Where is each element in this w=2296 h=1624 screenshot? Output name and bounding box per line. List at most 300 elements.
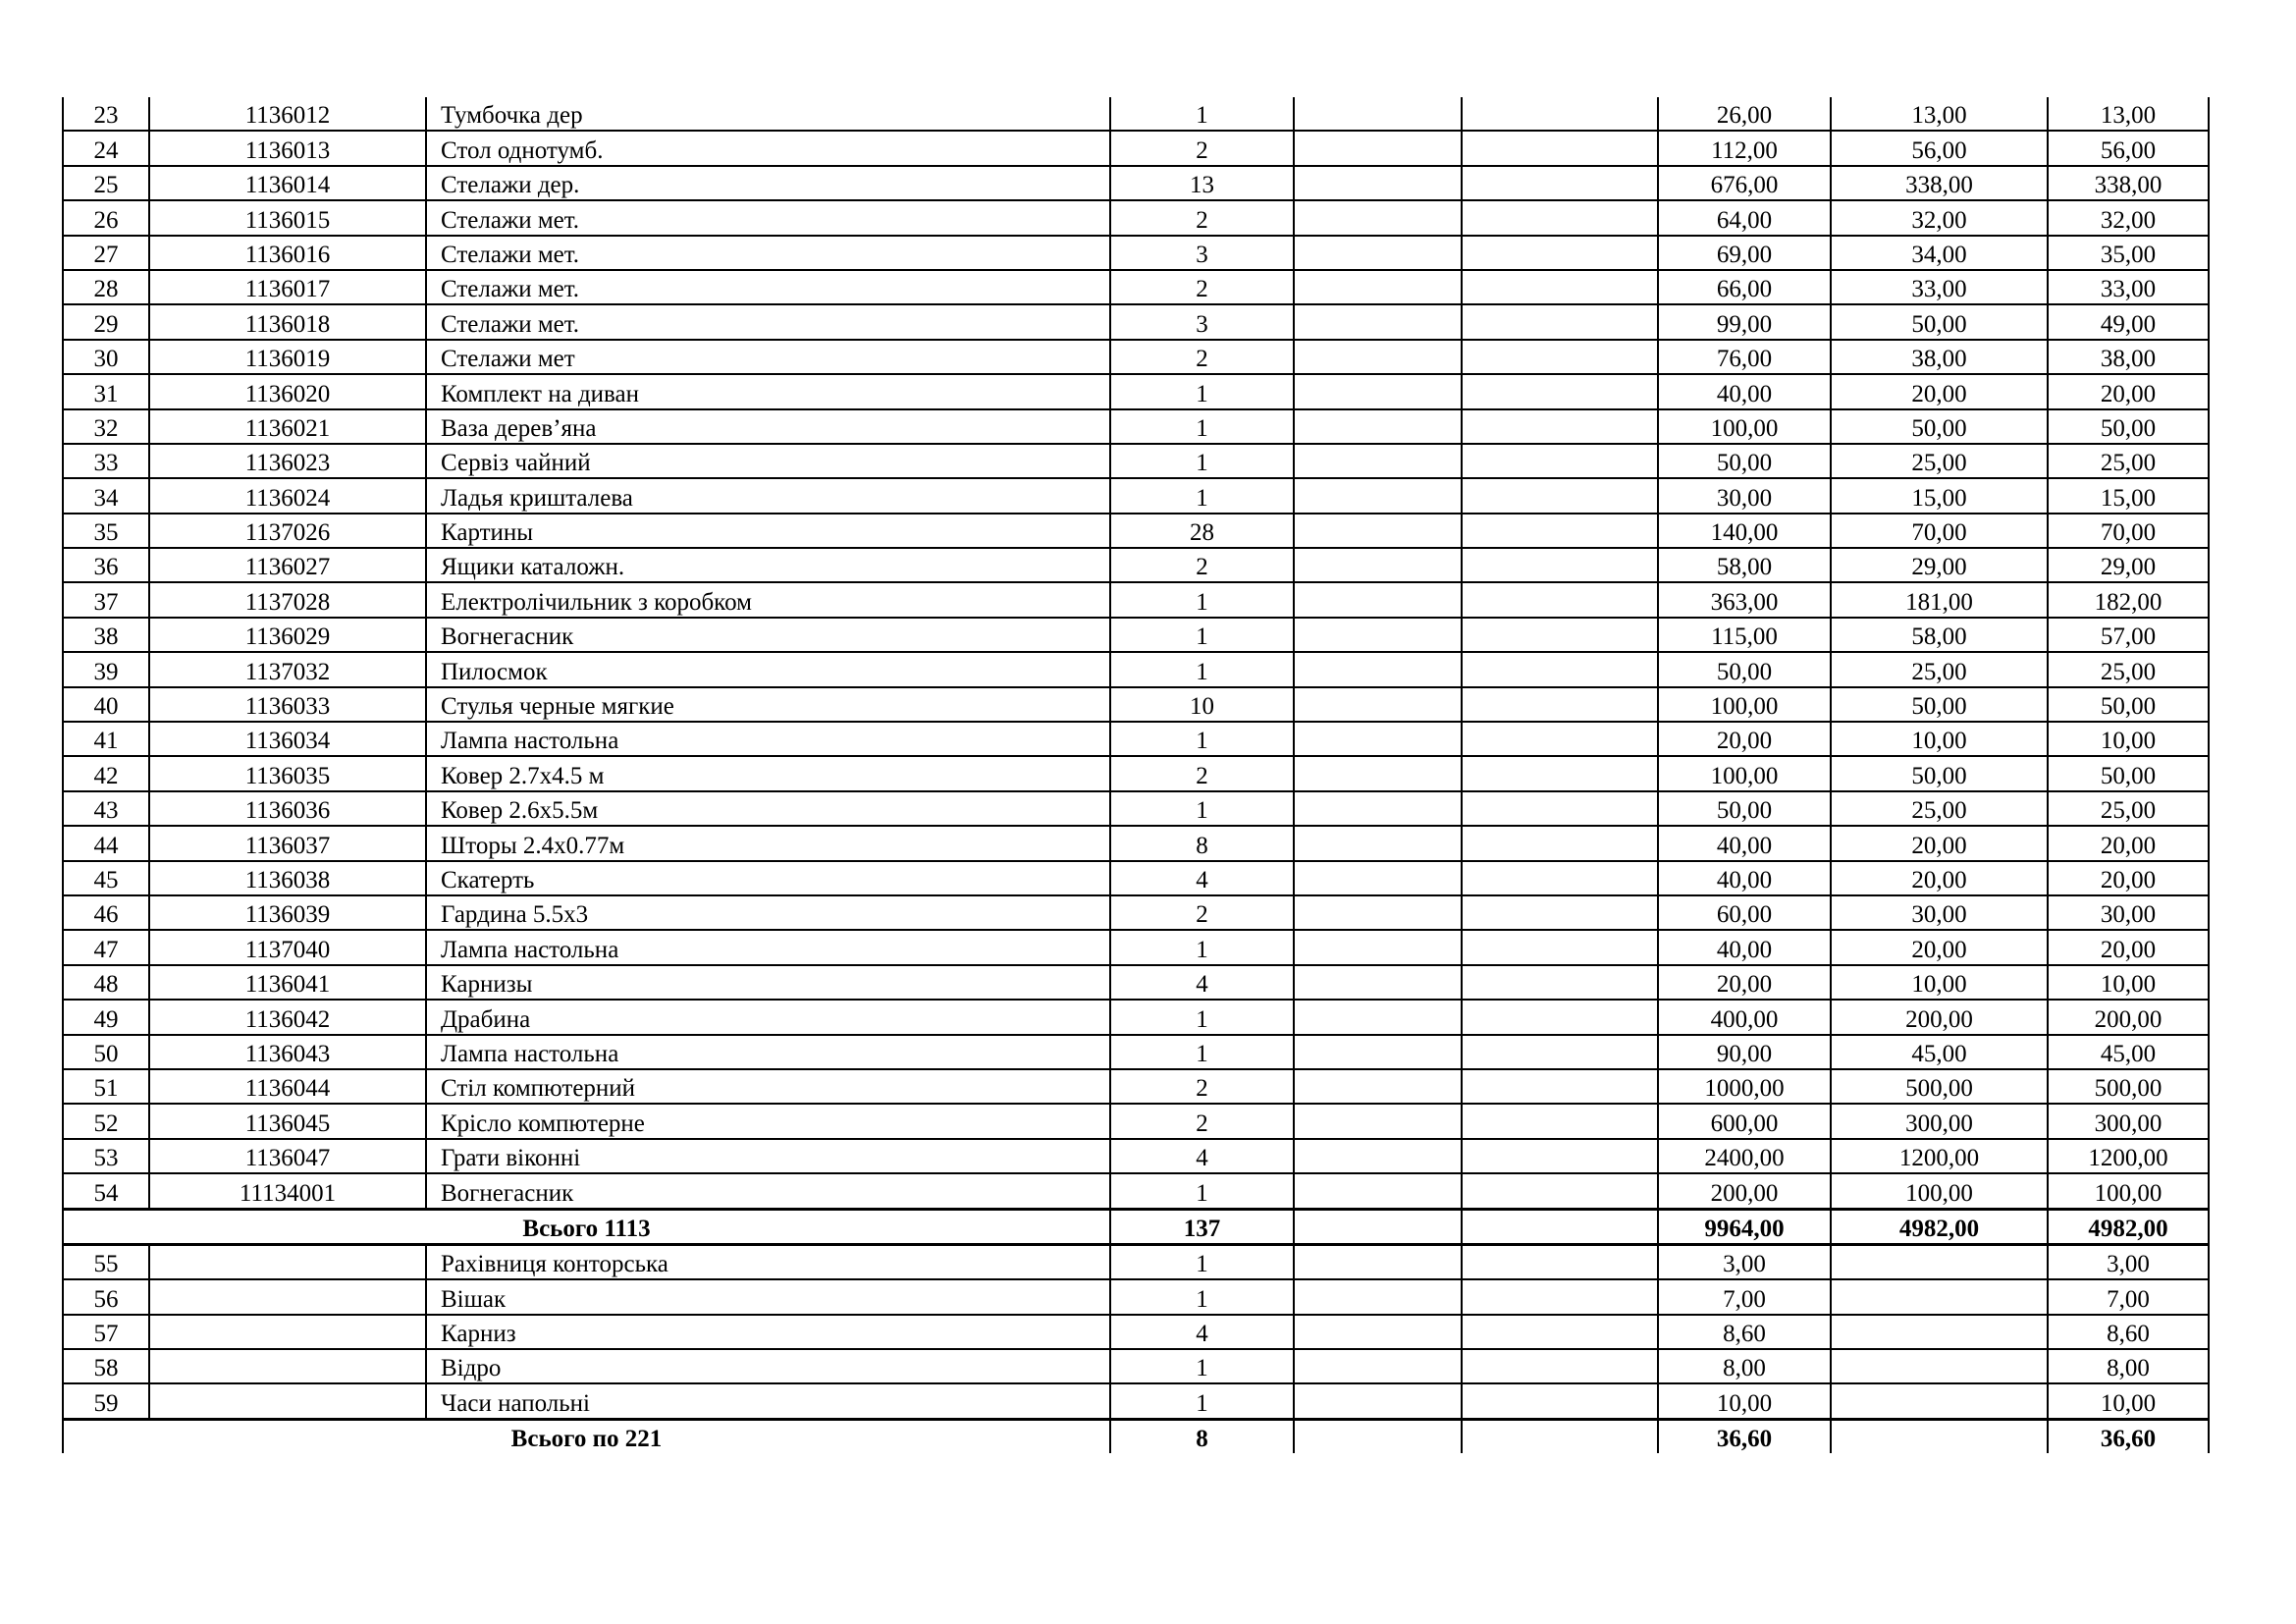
total-label: Всього 1113 (63, 1209, 1110, 1244)
empty-cell (1462, 409, 1658, 444)
quantity-cell: 8 (1110, 826, 1294, 860)
residual-value-cell: 338,00 (2048, 166, 2209, 200)
depreciation-cell: 300,00 (1831, 1104, 2048, 1138)
item-name-cell: Карнизы (426, 965, 1110, 1000)
residual-value-cell: 10,00 (2048, 722, 2209, 756)
inventory-code-cell: 1136043 (149, 1035, 426, 1069)
total-value-cell: 9964,00 (1658, 1209, 1831, 1244)
empty-cell (1462, 200, 1658, 235)
table-row (63, 895, 2209, 930)
item-name-cell: Стелажи мет (426, 340, 1110, 374)
residual-value-cell: 100,00 (2048, 1173, 2209, 1209)
empty-cell (1294, 131, 1462, 165)
total-value-cell: 2400,00 (1658, 1139, 1831, 1173)
inventory-code-cell: 1136047 (149, 1139, 426, 1173)
depreciation-cell: 50,00 (1831, 756, 2048, 790)
inventory-code-cell: 1136027 (149, 548, 426, 582)
depreciation-cell: 50,00 (1831, 409, 2048, 444)
residual-value-cell: 13,00 (2048, 97, 2209, 131)
total-value-cell: 20,00 (1658, 722, 1831, 756)
table-row (63, 756, 2209, 790)
empty-cell (1462, 826, 1658, 860)
item-name-cell: Рахівниця конторська (426, 1244, 1110, 1279)
depreciation-cell: 20,00 (1831, 826, 2048, 860)
item-name-cell: Стелажи мет. (426, 236, 1110, 270)
inventory-code-cell: 1136045 (149, 1104, 426, 1138)
inventory-code-cell (149, 1279, 426, 1314)
inventory-code-cell: 1136038 (149, 861, 426, 895)
total-value-cell: 50,00 (1658, 791, 1831, 826)
item-number-cell: 40 (63, 687, 149, 722)
table-row (63, 166, 2209, 200)
residual-value-cell: 50,00 (2048, 687, 2209, 722)
empty-cell (1294, 166, 1462, 200)
empty-cell (1462, 1069, 1658, 1104)
total-value-cell: 400,00 (1658, 1000, 1831, 1034)
depreciation-cell: 20,00 (1831, 374, 2048, 408)
empty-cell (1462, 965, 1658, 1000)
item-name-cell: Карниз (426, 1315, 1110, 1349)
item-name-cell: Ваза дерев’яна (426, 409, 1110, 444)
item-number-cell: 28 (63, 270, 149, 304)
total-label: Всього по 221 (63, 1419, 1110, 1453)
empty-cell (1462, 548, 1658, 582)
item-name-cell: Стол однотумб. (426, 131, 1110, 165)
table-row (63, 409, 2209, 444)
empty-cell (1294, 444, 1462, 478)
empty-cell (1294, 97, 1462, 131)
empty-cell (1294, 722, 1462, 756)
total-value-cell: 40,00 (1658, 826, 1831, 860)
residual-value-cell: 29,00 (2048, 548, 2209, 582)
empty-cell (1462, 582, 1658, 617)
quantity-cell: 4 (1110, 861, 1294, 895)
table-row (63, 97, 2209, 131)
depreciation-cell: 38,00 (1831, 340, 2048, 374)
quantity-cell: 2 (1110, 895, 1294, 930)
item-number-cell: 33 (63, 444, 149, 478)
residual-value-cell: 50,00 (2048, 409, 2209, 444)
total-quantity-cell: 8 (1110, 1419, 1294, 1453)
empty-cell (1294, 1315, 1462, 1349)
depreciation-cell: 45,00 (1831, 1035, 2048, 1069)
total-value-cell: 40,00 (1658, 861, 1831, 895)
depreciation-cell: 20,00 (1831, 930, 2048, 964)
item-number-cell: 34 (63, 478, 149, 513)
total-value-cell: 50,00 (1658, 444, 1831, 478)
quantity-cell: 2 (1110, 270, 1294, 304)
quantity-cell: 4 (1110, 1315, 1294, 1349)
item-number-cell: 24 (63, 131, 149, 165)
item-name-cell: Шторы 2.4х0.77м (426, 826, 1110, 860)
empty-cell (1462, 340, 1658, 374)
depreciation-cell: 10,00 (1831, 722, 2048, 756)
empty-cell (1294, 374, 1462, 408)
depreciation-cell: 50,00 (1831, 687, 2048, 722)
inventory-code-cell (149, 1383, 426, 1419)
empty-cell (1462, 861, 1658, 895)
quantity-cell: 1 (1110, 618, 1294, 652)
empty-cell (1294, 514, 1462, 548)
total-row (63, 1419, 2209, 1453)
quantity-cell: 4 (1110, 965, 1294, 1000)
total-value-cell: 60,00 (1658, 895, 1831, 930)
quantity-cell: 1 (1110, 1035, 1294, 1069)
table-row (63, 1279, 2209, 1314)
table-row (63, 374, 2209, 408)
quantity-cell: 1 (1110, 722, 1294, 756)
quantity-cell: 1 (1110, 1349, 1294, 1383)
table-row (63, 1173, 2209, 1209)
residual-value-cell: 20,00 (2048, 374, 2209, 408)
residual-value-cell: 50,00 (2048, 756, 2209, 790)
depreciation-cell: 56,00 (1831, 131, 2048, 165)
table-row (63, 930, 2209, 964)
depreciation-cell: 25,00 (1831, 791, 2048, 826)
depreciation-cell: 10,00 (1831, 965, 2048, 1000)
empty-cell (1294, 1244, 1462, 1279)
empty-cell (1294, 270, 1462, 304)
residual-value-cell: 200,00 (2048, 1000, 2209, 1034)
empty-cell (1462, 1279, 1658, 1314)
quantity-cell: 1 (1110, 374, 1294, 408)
empty-cell (1462, 1315, 1658, 1349)
empty-cell (1462, 1419, 1658, 1453)
item-number-cell: 56 (63, 1279, 149, 1314)
depreciation-cell: 30,00 (1831, 895, 2048, 930)
empty-cell (1294, 652, 1462, 686)
item-number-cell: 36 (63, 548, 149, 582)
inventory-code-cell: 1136016 (149, 236, 426, 270)
inventory-code-cell: 1136017 (149, 270, 426, 304)
item-number-cell: 29 (63, 304, 149, 339)
depreciation-cell: 338,00 (1831, 166, 2048, 200)
table-row (63, 1104, 2209, 1138)
item-number-cell: 27 (63, 236, 149, 270)
residual-value-cell: 1200,00 (2048, 1139, 2209, 1173)
inventory-code-cell: 1136015 (149, 200, 426, 235)
depreciation-cell: 15,00 (1831, 478, 2048, 513)
residual-value-cell: 20,00 (2048, 861, 2209, 895)
depreciation-cell (1831, 1349, 2048, 1383)
residual-value-cell: 25,00 (2048, 791, 2209, 826)
total-value-cell: 30,00 (1658, 478, 1831, 513)
table-row (63, 687, 2209, 722)
item-name-cell: Вогнегасник (426, 1173, 1110, 1209)
empty-cell (1294, 1383, 1462, 1419)
item-number-cell: 41 (63, 722, 149, 756)
inventory-code-cell: 1136024 (149, 478, 426, 513)
item-name-cell: Ящики каталожн. (426, 548, 1110, 582)
inventory-code-cell: 1136042 (149, 1000, 426, 1034)
residual-value-cell: 8,60 (2048, 1315, 2209, 1349)
empty-cell (1294, 1139, 1462, 1173)
item-number-cell: 37 (63, 582, 149, 617)
depreciation-cell: 58,00 (1831, 618, 2048, 652)
quantity-cell: 1 (1110, 652, 1294, 686)
inventory-code-cell (149, 1244, 426, 1279)
residual-value-cell: 15,00 (2048, 478, 2209, 513)
empty-cell (1462, 1209, 1658, 1244)
total-value-cell: 200,00 (1658, 1173, 1831, 1209)
quantity-cell: 1 (1110, 1383, 1294, 1419)
empty-cell (1294, 1209, 1462, 1244)
quantity-cell: 1 (1110, 1244, 1294, 1279)
quantity-cell: 1 (1110, 444, 1294, 478)
table-row (63, 1035, 2209, 1069)
total-row (63, 1209, 2209, 1244)
item-number-cell: 42 (63, 756, 149, 790)
total-value-cell: 100,00 (1658, 756, 1831, 790)
total-value-cell: 99,00 (1658, 304, 1831, 339)
item-name-cell: Лампа настольна (426, 1035, 1110, 1069)
item-name-cell: Стіл компютерний (426, 1069, 1110, 1104)
depreciation-cell: 25,00 (1831, 652, 2048, 686)
empty-cell (1294, 1000, 1462, 1034)
residual-value-cell: 7,00 (2048, 1279, 2209, 1314)
empty-cell (1462, 652, 1658, 686)
item-number-cell: 54 (63, 1173, 149, 1209)
item-name-cell: Комплект на диван (426, 374, 1110, 408)
item-number-cell: 46 (63, 895, 149, 930)
inventory-code-cell: 1136036 (149, 791, 426, 826)
empty-cell (1462, 1104, 1658, 1138)
residual-value-cell: 300,00 (2048, 1104, 2209, 1138)
inventory-code-cell: 1136029 (149, 618, 426, 652)
item-name-cell: Драбина (426, 1000, 1110, 1034)
inventory-code-cell: 1136014 (149, 166, 426, 200)
total-value-cell: 363,00 (1658, 582, 1831, 617)
item-number-cell: 53 (63, 1139, 149, 1173)
inventory-table-body (63, 97, 2209, 1453)
depreciation-cell (1831, 1244, 2048, 1279)
quantity-cell: 2 (1110, 756, 1294, 790)
quantity-cell: 1 (1110, 478, 1294, 513)
empty-cell (1294, 1279, 1462, 1314)
empty-cell (1462, 270, 1658, 304)
depreciation-cell: 13,00 (1831, 97, 2048, 131)
depreciation-cell: 1200,00 (1831, 1139, 2048, 1173)
item-name-cell: Крісло компютерне (426, 1104, 1110, 1138)
item-name-cell: Ковер 2.7х4.5 м (426, 756, 1110, 790)
table-row (63, 444, 2209, 478)
total-value-cell: 676,00 (1658, 166, 1831, 200)
empty-cell (1294, 1104, 1462, 1138)
total-value-cell: 10,00 (1658, 1383, 1831, 1419)
total-residual-cell: 36,60 (2048, 1419, 2209, 1453)
empty-cell (1294, 1419, 1462, 1453)
residual-value-cell: 182,00 (2048, 582, 2209, 617)
inventory-code-cell: 1136023 (149, 444, 426, 478)
depreciation-cell: 50,00 (1831, 304, 2048, 339)
residual-value-cell: 38,00 (2048, 340, 2209, 374)
inventory-code-cell: 1136019 (149, 340, 426, 374)
total-value-cell: 100,00 (1658, 687, 1831, 722)
item-name-cell: Сервіз чайний (426, 444, 1110, 478)
residual-value-cell: 25,00 (2048, 444, 2209, 478)
empty-cell (1294, 478, 1462, 513)
total-value-cell: 40,00 (1658, 930, 1831, 964)
empty-cell (1462, 478, 1658, 513)
table-row (63, 791, 2209, 826)
table-row (63, 1383, 2209, 1419)
empty-cell (1294, 791, 1462, 826)
item-number-cell: 26 (63, 200, 149, 235)
quantity-cell: 1 (1110, 409, 1294, 444)
quantity-cell: 1 (1110, 582, 1294, 617)
depreciation-cell (1831, 1315, 2048, 1349)
item-name-cell: Грати віконні (426, 1139, 1110, 1173)
residual-value-cell: 32,00 (2048, 200, 2209, 235)
total-value-cell: 20,00 (1658, 965, 1831, 1000)
quantity-cell: 1 (1110, 930, 1294, 964)
empty-cell (1462, 930, 1658, 964)
empty-cell (1462, 97, 1658, 131)
item-name-cell: Лампа настольна (426, 930, 1110, 964)
inventory-code-cell: 1137040 (149, 930, 426, 964)
total-value-cell: 76,00 (1658, 340, 1831, 374)
table-row (63, 722, 2209, 756)
table-row (63, 200, 2209, 235)
table-row (63, 304, 2209, 339)
quantity-cell: 1 (1110, 1173, 1294, 1209)
empty-cell (1462, 1383, 1658, 1419)
empty-cell (1462, 1349, 1658, 1383)
empty-cell (1462, 1173, 1658, 1209)
empty-cell (1462, 687, 1658, 722)
empty-cell (1294, 826, 1462, 860)
empty-cell (1462, 618, 1658, 652)
total-value-cell: 36,60 (1658, 1419, 1831, 1453)
depreciation-cell: 20,00 (1831, 861, 2048, 895)
empty-cell (1294, 687, 1462, 722)
total-depreciation-cell: 4982,00 (1831, 1209, 2048, 1244)
total-quantity-cell: 137 (1110, 1209, 1294, 1244)
empty-cell (1462, 166, 1658, 200)
empty-cell (1294, 930, 1462, 964)
item-name-cell: Скатерть (426, 861, 1110, 895)
inventory-code-cell: 1136012 (149, 97, 426, 131)
empty-cell (1294, 1069, 1462, 1104)
empty-cell (1294, 236, 1462, 270)
total-value-cell: 69,00 (1658, 236, 1831, 270)
empty-cell (1462, 131, 1658, 165)
residual-value-cell: 8,00 (2048, 1349, 2209, 1383)
residual-value-cell: 3,00 (2048, 1244, 2209, 1279)
residual-value-cell: 20,00 (2048, 930, 2209, 964)
residual-value-cell: 20,00 (2048, 826, 2209, 860)
total-value-cell: 140,00 (1658, 514, 1831, 548)
depreciation-cell: 33,00 (1831, 270, 2048, 304)
quantity-cell: 1 (1110, 97, 1294, 131)
item-number-cell: 38 (63, 618, 149, 652)
quantity-cell: 2 (1110, 1104, 1294, 1138)
item-number-cell: 23 (63, 97, 149, 131)
residual-value-cell: 70,00 (2048, 514, 2209, 548)
table-row (63, 514, 2209, 548)
depreciation-cell: 200,00 (1831, 1000, 2048, 1034)
quantity-cell: 2 (1110, 548, 1294, 582)
item-number-cell: 25 (63, 166, 149, 200)
table-row (63, 582, 2209, 617)
total-value-cell: 600,00 (1658, 1104, 1831, 1138)
depreciation-cell (1831, 1383, 2048, 1419)
total-value-cell: 8,60 (1658, 1315, 1831, 1349)
empty-cell (1462, 1244, 1658, 1279)
empty-cell (1462, 374, 1658, 408)
item-number-cell: 50 (63, 1035, 149, 1069)
item-number-cell: 45 (63, 861, 149, 895)
empty-cell (1294, 340, 1462, 374)
item-number-cell: 32 (63, 409, 149, 444)
item-name-cell: Стелажи мет. (426, 200, 1110, 235)
residual-value-cell: 10,00 (2048, 1383, 2209, 1419)
item-name-cell: Гардина 5.5х3 (426, 895, 1110, 930)
inventory-code-cell: 1136035 (149, 756, 426, 790)
residual-value-cell: 57,00 (2048, 618, 2209, 652)
item-name-cell: Тумбочка дер (426, 97, 1110, 131)
total-value-cell: 8,00 (1658, 1349, 1831, 1383)
inventory-code-cell: 1136020 (149, 374, 426, 408)
quantity-cell: 1 (1110, 791, 1294, 826)
item-number-cell: 49 (63, 1000, 149, 1034)
total-value-cell: 100,00 (1658, 409, 1831, 444)
empty-cell (1462, 1000, 1658, 1034)
table-row (63, 1069, 2209, 1104)
table-row (63, 1315, 2209, 1349)
empty-cell (1462, 444, 1658, 478)
item-number-cell: 59 (63, 1383, 149, 1419)
quantity-cell: 10 (1110, 687, 1294, 722)
inventory-code-cell: 1136037 (149, 826, 426, 860)
item-number-cell: 44 (63, 826, 149, 860)
item-number-cell: 43 (63, 791, 149, 826)
total-value-cell: 112,00 (1658, 131, 1831, 165)
total-value-cell: 50,00 (1658, 652, 1831, 686)
table-row (63, 236, 2209, 270)
residual-value-cell: 35,00 (2048, 236, 2209, 270)
table-row (63, 1139, 2209, 1173)
item-number-cell: 51 (63, 1069, 149, 1104)
item-name-cell: Лампа настольна (426, 722, 1110, 756)
table-row (63, 1349, 2209, 1383)
table-row (63, 965, 2209, 1000)
residual-value-cell: 30,00 (2048, 895, 2209, 930)
empty-cell (1462, 1139, 1658, 1173)
table-row (63, 861, 2209, 895)
item-number-cell: 30 (63, 340, 149, 374)
table-row (63, 270, 2209, 304)
empty-cell (1462, 304, 1658, 339)
empty-cell (1462, 895, 1658, 930)
quantity-cell: 2 (1110, 131, 1294, 165)
depreciation-cell: 29,00 (1831, 548, 2048, 582)
item-name-cell: Стелажи мет. (426, 304, 1110, 339)
depreciation-cell (1831, 1279, 2048, 1314)
residual-value-cell: 10,00 (2048, 965, 2209, 1000)
item-name-cell: Стулья черные мягкие (426, 687, 1110, 722)
inventory-code-cell: 1136039 (149, 895, 426, 930)
table-row (63, 340, 2209, 374)
inventory-code-cell: 1136033 (149, 687, 426, 722)
quantity-cell: 2 (1110, 200, 1294, 235)
item-name-cell: Пилосмок (426, 652, 1110, 686)
item-name-cell: Картины (426, 514, 1110, 548)
depreciation-cell: 500,00 (1831, 1069, 2048, 1104)
item-name-cell: Часи напольні (426, 1383, 1110, 1419)
table-row (63, 548, 2209, 582)
table-row (63, 618, 2209, 652)
